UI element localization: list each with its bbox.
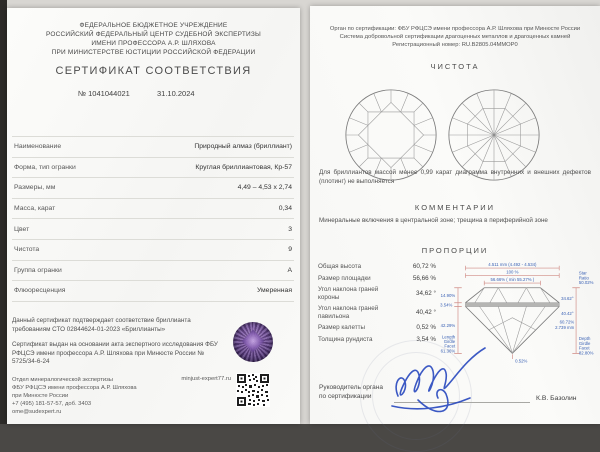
footer-line: ФБУ РФЦСЭ имени профессора А.Р. Шляхова	[12, 385, 137, 392]
row-value: 9	[288, 246, 292, 254]
table-row	[12, 218, 294, 239]
certifier-header	[320, 25, 590, 49]
row-value: 4,49 – 4,53 x 2,74	[237, 184, 292, 192]
footer-line: при Минюсте России	[12, 393, 69, 400]
certificate-date: 31.10.2024	[157, 89, 195, 98]
signer-name: К.В. Базолин	[536, 395, 577, 402]
holographic-seal	[233, 322, 273, 362]
crown-height-label: 14.90%	[440, 293, 456, 299]
star-ratio-label: Star	[578, 270, 587, 276]
prop-label: Толщина рундиста	[318, 335, 373, 343]
row-value: А	[287, 266, 292, 274]
prop-value: 60,72 %	[412, 263, 436, 271]
table-row	[12, 260, 294, 281]
scanner-edge	[0, 0, 7, 424]
proportion-row	[318, 275, 436, 282]
table-row	[12, 280, 294, 302]
table-row	[12, 177, 294, 198]
crown-angle-label: 34.62°	[561, 295, 574, 301]
star-ratio-label: 50.02%	[578, 280, 594, 286]
table-row	[12, 239, 294, 260]
prop-label: Общая высота	[318, 263, 362, 270]
diamond-spec-table	[12, 136, 294, 302]
depth-girdle-label: Facet	[578, 345, 590, 351]
length-girdle-label: Facet	[444, 343, 456, 349]
pavilion-angle-label: 40.42°	[561, 310, 574, 316]
certificate-number: № 1041044021	[78, 89, 130, 98]
clarity-heading: ЧИСТОТА	[430, 62, 480, 71]
proportion-row	[318, 324, 436, 331]
comments-text: Минеральные включения в центральной зоне; трещина в периферийной зоне	[319, 217, 548, 224]
star-ratio-label: Ratio	[578, 275, 589, 281]
depth-girdle-label: Girdle	[578, 340, 591, 346]
proportion-row	[318, 305, 436, 320]
org-line: Система добровольной сертификации драгоценных металлов и драгоценных камней	[339, 34, 571, 40]
seal-diamond-icon	[242, 330, 265, 353]
conformity-statement: Данный сертификат подтверждает соответствие бриллианта требованиям СТО 02844624-01-2023 «Бриллианты»	[12, 317, 191, 333]
row-value: 0,34	[278, 205, 292, 213]
prop-value: 56,66 %	[412, 274, 436, 282]
row-label: Размеры, мм	[14, 184, 56, 192]
plotting-note: Для бриллиантов массой менее 0,99 карат диаграмма внутренних и внешних дефектов (плотинг) не выполняется	[319, 169, 591, 185]
table-row	[12, 136, 294, 157]
prop-label: Размер площадки	[318, 274, 371, 282]
certificate-right-page	[310, 6, 600, 424]
table-pct-label: 56.66% ( min 55.27% )	[490, 277, 535, 283]
prop-value: 3,54 %	[416, 335, 436, 343]
row-value: 3	[288, 225, 292, 233]
proportion-row	[318, 286, 436, 301]
width-pct-label: 100 %	[506, 269, 519, 275]
girdle-pct-label: 3.54%	[440, 302, 453, 308]
org-line: ИМЕНИ ПРОФЕССОРА А.Р. ШЛЯХОВА	[91, 40, 216, 47]
qr-code	[236, 373, 270, 407]
signer-role-line: по сертификации	[319, 392, 372, 400]
total-depth-pct-label: 60.72%	[559, 319, 575, 325]
prop-value: 40,42 °	[415, 309, 436, 317]
width-mm-label: 4.511 mm (4.492 - 4.534)	[488, 262, 537, 268]
row-label: Цвет	[14, 225, 30, 233]
prop-value: 34,62 °	[415, 290, 436, 298]
org-line: ПРИ МИНИСТЕРСТВЕ ЮСТИЦИИ РОССИЙСКОЙ ФЕДЕРАЦИИ	[51, 49, 256, 56]
row-value: Природный алмаз (бриллиант)	[194, 143, 292, 151]
footer-phone: +7 (495) 181-57-57, доб. 3403	[12, 401, 92, 408]
row-label: Форма, тип огранки	[14, 163, 76, 171]
org-line: ФЕДЕРАЛЬНОЕ БЮДЖЕТНОЕ УЧРЕЖДЕНИЕ	[79, 22, 228, 29]
table-row	[12, 157, 294, 178]
proportion-row	[318, 263, 436, 270]
signature-scribble	[388, 342, 514, 414]
prop-label: Размер калетты	[318, 324, 366, 332]
prop-label: Угол наклона граней короны	[318, 286, 379, 301]
website-text: minjust-expert77.ru	[181, 376, 231, 382]
org-line: Орган по сертификации: ФБУ РФЦСЭ имени профессора А.Р. Шляхова при Минюсте России	[329, 26, 581, 32]
depth-girdle-label: Depth	[578, 336, 591, 342]
row-label: Наименование	[14, 143, 62, 151]
issuer-header	[27, 21, 280, 57]
signer-role-line: Руководитель органа	[319, 384, 383, 391]
depth-girdle-label: 82.80%	[578, 350, 594, 356]
comments-heading: КОММЕНТАРИИ	[414, 203, 496, 212]
certificate-title: СЕРТИФИКАТ СООТВЕТСТВИЯ	[55, 65, 252, 77]
table-row	[12, 198, 294, 219]
footer-line: Отдел минералогической экспертизы	[12, 377, 113, 383]
basis-statement: Сертификат выдан на основании акта экспертного исследования ФБУ РФЦСЭ имени профессора А.Р. Шляхова при Минюсте России № 5725/34-6-24	[12, 341, 218, 366]
registration-number: Регистрационный номер: RU.В2805.04ММОР0	[392, 42, 518, 48]
org-line: РОССИЙСКИЙ ФЕДЕРАЛЬНЫЙ ЦЕНТР СУДЕБНОЙ ЭКСПЕРТИЗЫ	[45, 31, 261, 38]
row-label: Чистота	[14, 246, 40, 254]
total-depth-mm-label: 2.739 mm	[555, 324, 575, 330]
length-girdle-label: 61.36%	[440, 348, 456, 354]
length-girdle-label: Length	[442, 334, 456, 340]
row-label: Масса, карат	[14, 205, 56, 213]
proportions-list	[318, 263, 436, 347]
pavilion-depth-label: 42.29%	[440, 323, 456, 329]
row-label: Группа огранки	[14, 266, 62, 274]
prop-value: 0,52 %	[416, 324, 436, 332]
footer-email: ome@sudexpert.ru	[12, 409, 62, 416]
length-girdle-label: Girdle	[443, 339, 456, 345]
prop-label: Угол наклона граней павильона	[318, 305, 379, 320]
footer-contacts	[12, 376, 162, 416]
certificate-left-page	[7, 8, 300, 424]
proportions-heading: ПРОПОРЦИИ	[421, 246, 489, 255]
row-label: Флюоресценция	[14, 287, 66, 295]
row-value: Круглая бриллиантовая, Кр-57	[195, 163, 292, 171]
row-value: Умеренная	[257, 287, 292, 295]
culet-pct-label: 0.52%	[515, 358, 528, 364]
